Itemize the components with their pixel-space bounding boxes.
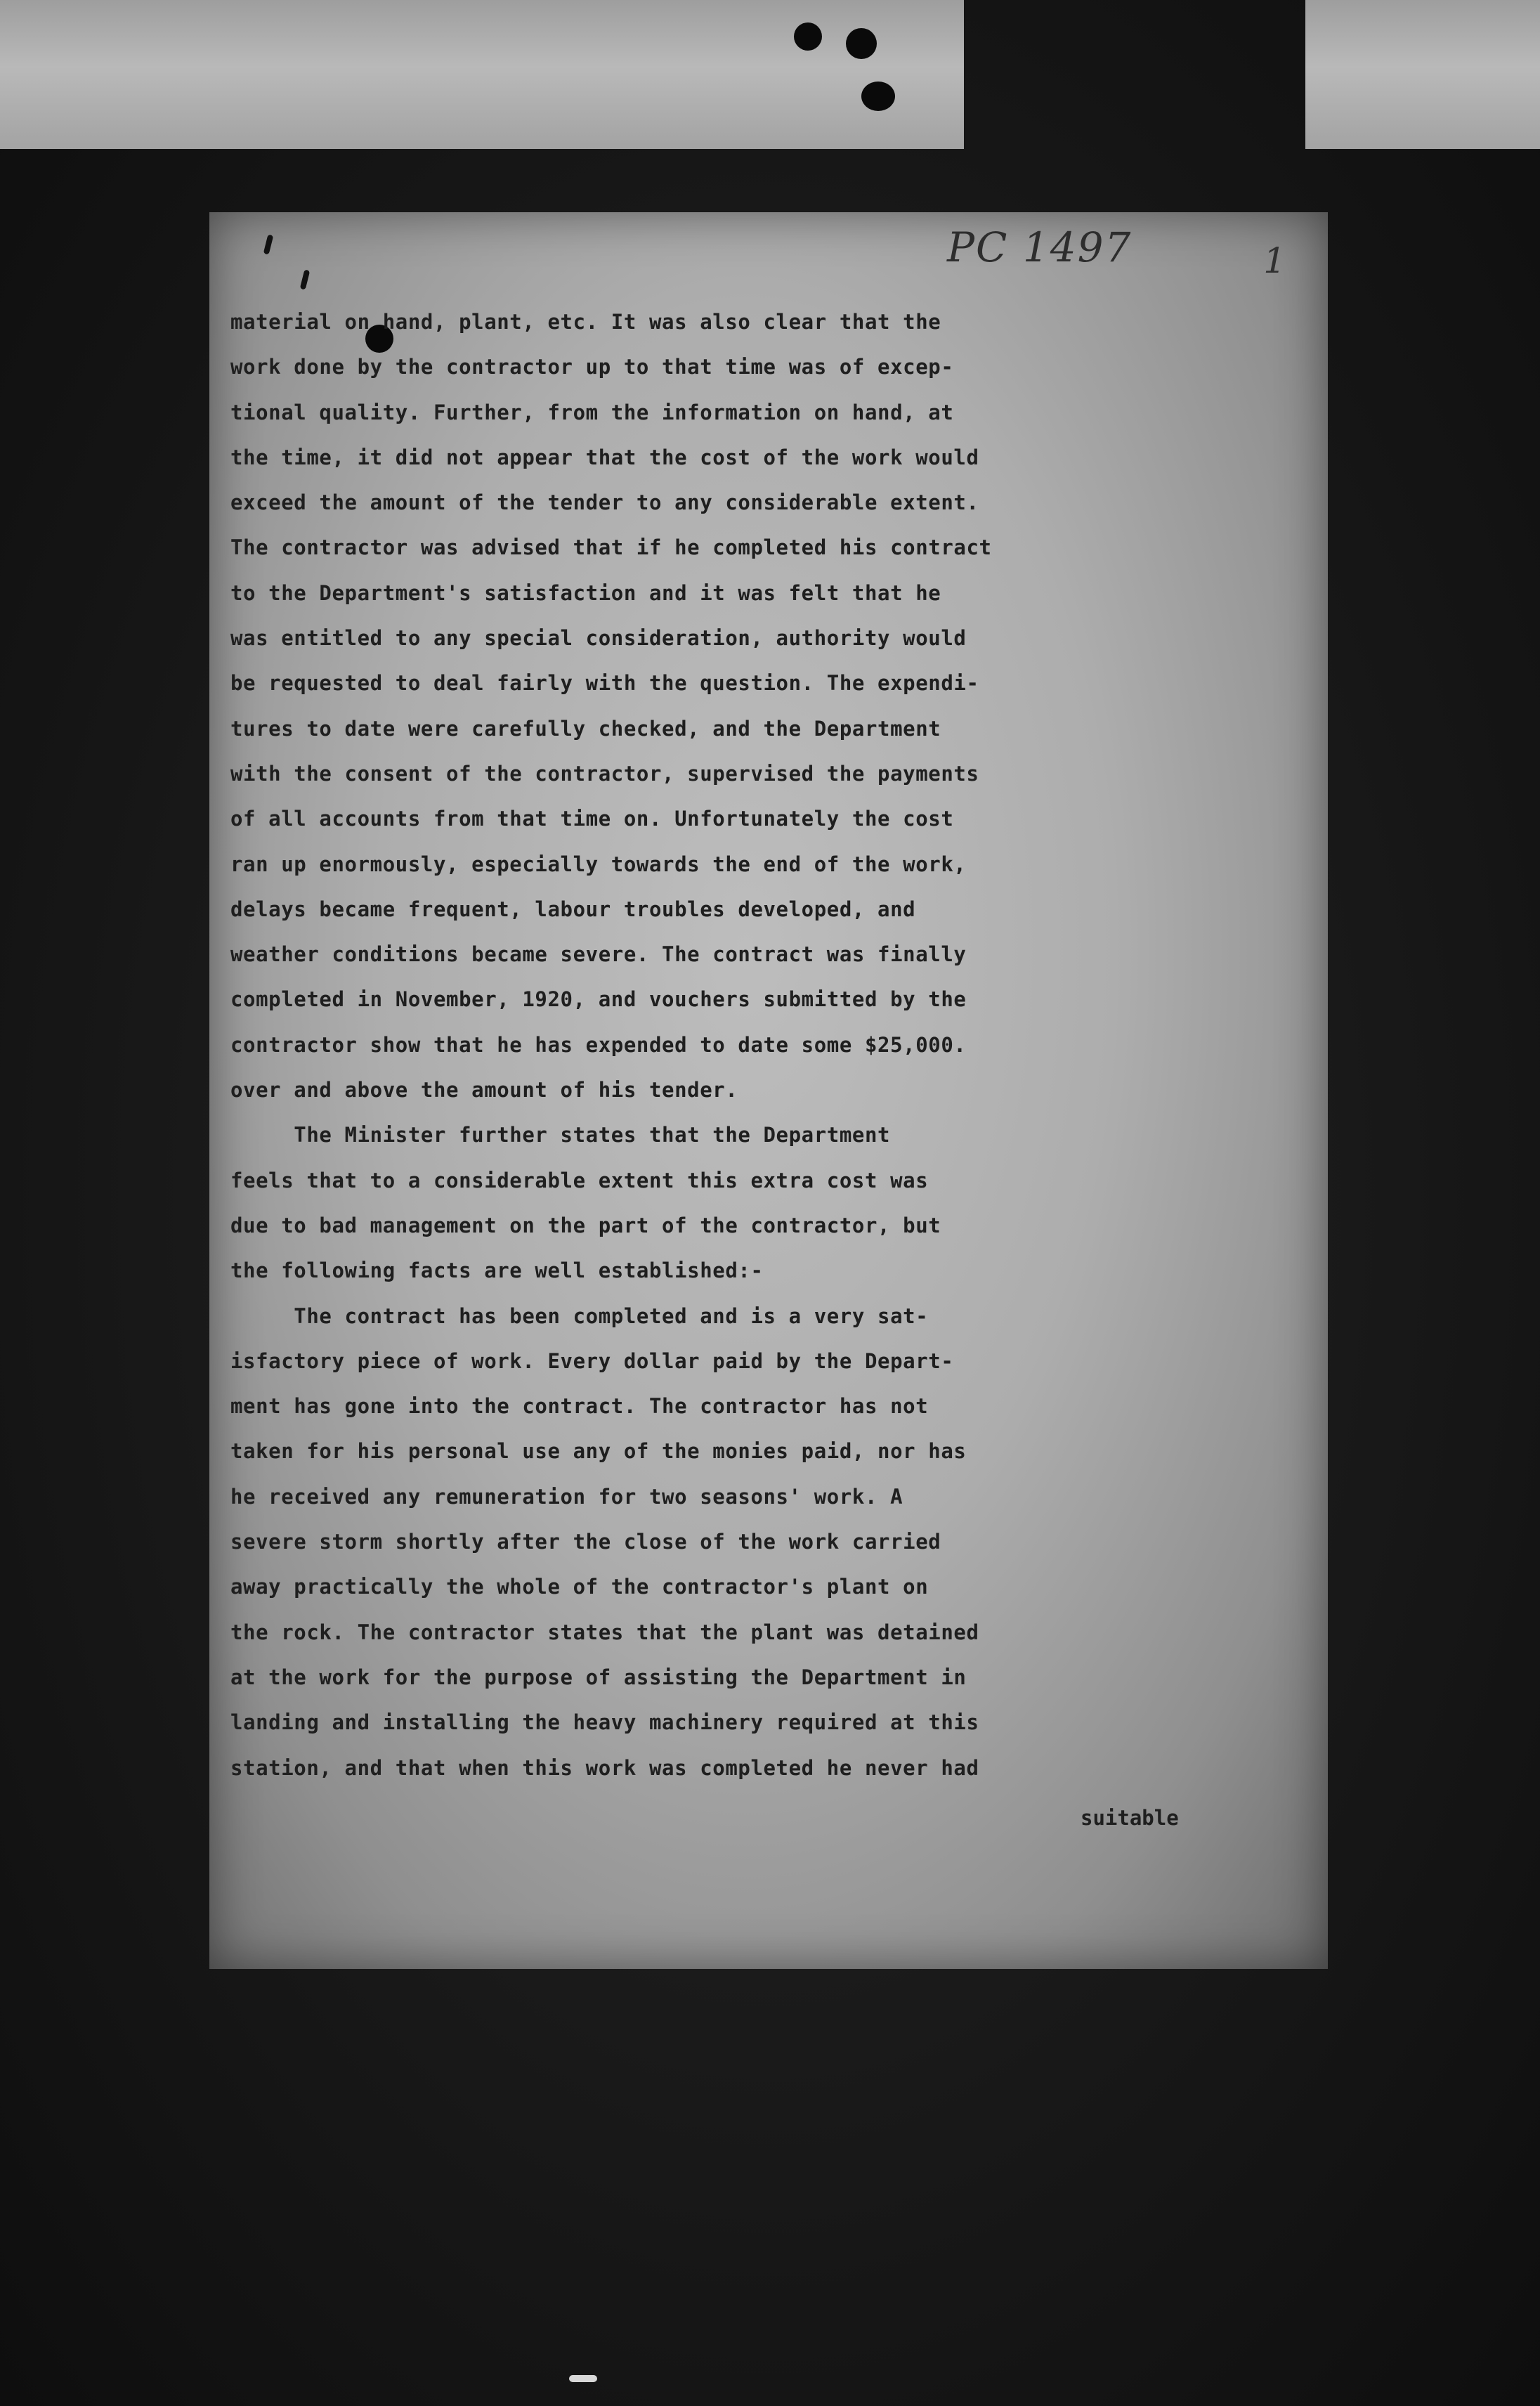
text-line: he received any remuneration for two seasons' work. A bbox=[230, 1484, 903, 1509]
text-line: landing and installing the heavy machinery required at this bbox=[230, 1710, 979, 1735]
film-speck bbox=[569, 2375, 597, 2382]
punch-hole bbox=[861, 82, 895, 111]
adjacent-frame-strip bbox=[1305, 0, 1540, 149]
punch-hole bbox=[846, 28, 877, 59]
text-line: ment has gone into the contract. The contractor has not bbox=[230, 1394, 929, 1419]
text-line: feels that to a considerable extent this extra cost was bbox=[230, 1168, 929, 1192]
text-line: was entitled to any special consideration, authority would bbox=[230, 626, 967, 651]
text-line: due to bad management on the part of the contractor, but bbox=[230, 1213, 941, 1237]
text-line: tures to date were carefully checked, and the Department bbox=[230, 716, 941, 741]
text-line: severe storm shortly after the close of the work carried bbox=[230, 1530, 941, 1554]
text-line: of all accounts from that time on. Unfortunately the cost bbox=[230, 807, 954, 831]
text-line: ran up enormously, especially towards the end of the work, bbox=[230, 852, 967, 876]
text-line: the following facts are well established:- bbox=[230, 1259, 764, 1283]
text-line: material on hand, plant, etc. It was also clear that the bbox=[230, 310, 941, 334]
text-line: The Minister further states that the Department bbox=[230, 1123, 891, 1147]
punch-hole bbox=[794, 22, 822, 51]
typed-body-text bbox=[230, 299, 1298, 1790]
text-line: with the consent of the contractor, supervised the payments bbox=[230, 761, 979, 786]
text-line: isfactory piece of work. Every dollar paid by the Depart- bbox=[230, 1348, 954, 1373]
margin-mark bbox=[263, 234, 274, 254]
text-line: delays became frequent, labour troubles developed, and bbox=[230, 897, 916, 921]
text-line: over and above the amount of his tender. bbox=[230, 1078, 738, 1103]
text-line: exceed the amount of the tender to any considerable extent. bbox=[230, 490, 979, 515]
text-line: away practically the whole of the contractor's plant on bbox=[230, 1575, 929, 1599]
text-line: at the work for the purpose of assisting the Department in bbox=[230, 1665, 967, 1689]
handwritten-page-number: PC 1497 bbox=[947, 223, 1133, 271]
margin-mark bbox=[300, 269, 311, 290]
text-line: to the Department's satisfaction and it was felt that he bbox=[230, 580, 941, 605]
corner-mark: 1 bbox=[1263, 240, 1286, 281]
text-line: the time, it did not appear that the cost of the work would bbox=[230, 445, 979, 469]
text-line: The contractor was advised that if he completed his contract bbox=[230, 535, 992, 560]
text-line: tional quality. Further, from the information on hand, at bbox=[230, 400, 954, 424]
text-line: be requested to deal fairly with the question. The expendi- bbox=[230, 671, 979, 696]
text-line: The contract has been completed and is a very sat- bbox=[230, 1303, 929, 1328]
previous-frame-strip bbox=[0, 0, 964, 149]
text-line: weather conditions became severe. The contract was finally bbox=[230, 942, 967, 967]
text-line: work done by the contractor up to that time was of excep- bbox=[230, 355, 954, 379]
text-line: the rock. The contractor states that the plant was detained bbox=[230, 1620, 979, 1644]
catchword: suitable bbox=[1081, 1806, 1179, 1830]
text-line: contractor show that he has expended to date some $25,000. bbox=[230, 1032, 967, 1057]
text-line: taken for his personal use any of the monies paid, nor has bbox=[230, 1439, 967, 1464]
text-line: station, and that when this work was completed he never had bbox=[230, 1755, 979, 1780]
text-line: completed in November, 1920, and vouchers submitted by the bbox=[230, 987, 967, 1012]
